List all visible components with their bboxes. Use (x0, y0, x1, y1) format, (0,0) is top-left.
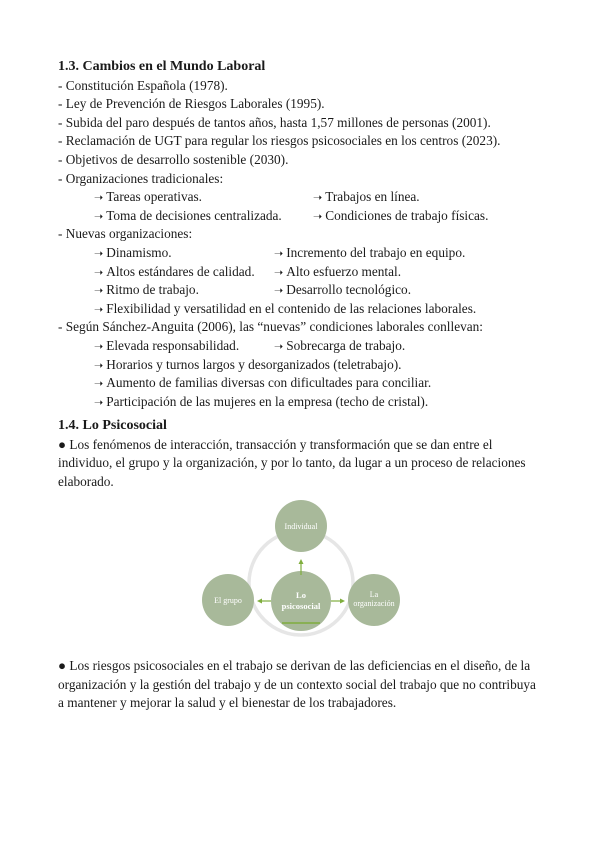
arrow-icon: ➝ (94, 378, 104, 391)
node-organizacion-label-2: organización (353, 599, 395, 608)
arrow-icon: ➝ (313, 192, 323, 205)
node-individual-label: Individual (284, 522, 318, 531)
arrow-right-head-icon (340, 599, 345, 604)
paragraph-riesgos: ● Los riesgos psicosociales en el trabajo se derivan de las deficiencias en el diseño, de la organización y la gestión del trabajo y de un contexto social del trabajo que no contribuya a mantener y mejorar la salud y el bienestar de los trabajadores. (58, 658, 536, 711)
new-org-item: ➝ Desarrollo tecnológico. (274, 282, 412, 298)
new-org-row (58, 300, 548, 319)
new-org-item: ➝ Ritmo de trabajo. (94, 282, 199, 298)
arrow-up-head-icon (299, 559, 304, 564)
arrow-icon: ➝ (94, 247, 104, 260)
psicosocial-diagram (198, 498, 408, 650)
arrow-left-head-icon (257, 599, 262, 604)
arrow-icon: ➝ (94, 192, 104, 205)
arrow-icon: ➝ (94, 285, 104, 298)
arrow-icon: ➝ (274, 247, 284, 260)
node-center-label-1: Lo (296, 590, 306, 600)
sanchez-row (58, 374, 548, 393)
traditional-item: ➝ Trabajos en línea. (313, 189, 420, 205)
sanchez-row (58, 337, 548, 356)
arrow-icon: ➝ (94, 359, 104, 372)
arrow-icon: ➝ (313, 210, 323, 223)
new-org-item: ➝ Incremento del trabajo en equipo. (274, 244, 466, 260)
arrow-icon: ➝ (274, 285, 284, 298)
traditional-row (58, 188, 548, 207)
list-item: - Objetivos de desarrollo sostenible (2030). (58, 151, 289, 167)
new-org-item: ➝ Dinamismo. (94, 244, 172, 260)
list-item: - Nuevas organizaciones: (58, 226, 193, 242)
list-item: - Constitución Española (1978). (58, 77, 228, 93)
arrow-icon: ➝ (94, 396, 104, 409)
list-item: - Ley de Prevención de Riesgos Laborales (1995). (58, 96, 325, 112)
arrow-icon: ➝ (274, 266, 284, 279)
sanchez-item: ➝ Sobrecarga de trabajo. (274, 337, 406, 353)
node-center-label-2: psicosocial (281, 601, 321, 611)
document-page (58, 58, 548, 492)
new-org-row (58, 263, 548, 282)
sanchez-item: ➝ Aumento de familias diversas con dificultades para conciliar. (94, 375, 432, 391)
new-org-item: ➝ Altos estándares de calidad. (94, 263, 255, 279)
list-item: - Organizaciones tradicionales: (58, 170, 224, 186)
list-item: - Según Sánchez-Anguita (2006), las “nuevas” condiciones laborales conllevan: (58, 319, 483, 335)
traditional-item: ➝ Tareas operativas. (94, 189, 203, 205)
section-1-3-heading: 1.3. Cambios en el Mundo Laboral (58, 59, 266, 74)
arrow-icon: ➝ (94, 266, 104, 279)
sanchez-item: ➝ Participación de las mujeres en la empresa (techo de cristal). (94, 393, 429, 409)
list-item: - Subida del paro después de tantos años, hasta 1,57 millones de personas (2001). (58, 114, 491, 130)
traditional-row (58, 207, 548, 226)
arrow-icon: ➝ (94, 210, 104, 223)
new-org-item: ➝ Flexibilidad y versatilidad en el contenido de las relaciones laborales. (94, 300, 477, 316)
arrow-icon: ➝ (94, 303, 104, 316)
sanchez-row (58, 356, 548, 375)
traditional-item: ➝ Condiciones de trabajo físicas. (313, 207, 489, 223)
new-org-row (58, 281, 548, 300)
arrow-icon: ➝ (274, 340, 284, 353)
section-1-4-heading: 1.4. Lo Psicosocial (58, 418, 167, 434)
sanchez-item: ➝ Elevada responsabilidad. (94, 337, 240, 353)
arrow-icon: ➝ (94, 340, 104, 353)
list-item: - Reclamación de UGT para regular los riesgos psicosociales en los centros (2023). (58, 133, 501, 149)
sanchez-item: ➝ Horarios y turnos largos y desorganizados (teletrabajo). (94, 356, 402, 372)
new-org-row (58, 244, 548, 263)
node-grupo-label: El grupo (214, 596, 242, 605)
new-org-item: ➝ Alto esfuerzo mental. (274, 263, 402, 279)
sanchez-row (58, 393, 548, 412)
node-organizacion-label-1: La (369, 590, 379, 599)
paragraph-fenomenos: ● Los fenómenos de interacción, transacción y transformación que se dan entre el individuo, el grupo y la organización, y por lo tanto, da lugar a un proceso de relaciones elaborado. (58, 436, 526, 490)
traditional-item: ➝ Toma de decisiones centralizada. (94, 207, 282, 223)
